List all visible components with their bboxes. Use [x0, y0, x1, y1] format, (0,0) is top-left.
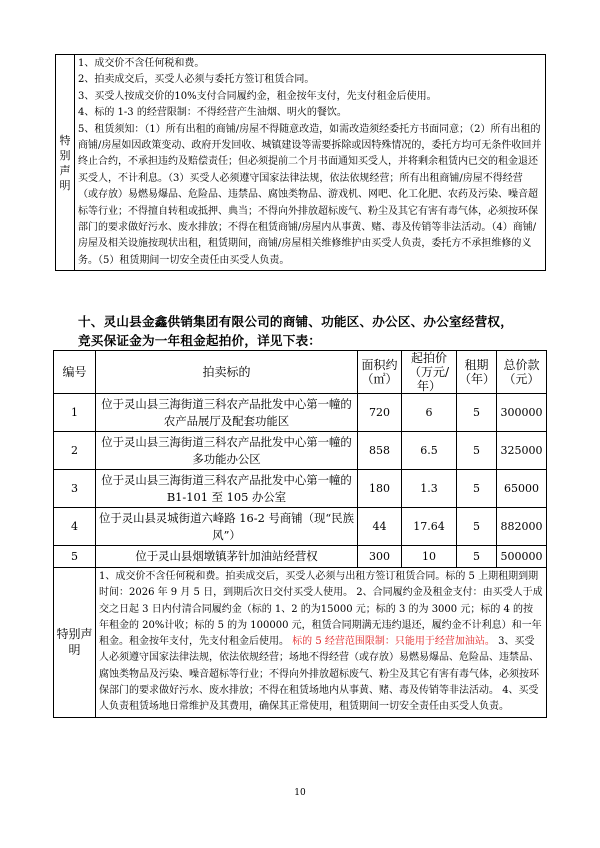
- declaration-item: 2、拍卖成交后，买受人必须与委托方签订租赁合同。: [78, 74, 315, 86]
- cell-id: 1: [54, 394, 96, 432]
- cell-total: 500000: [497, 546, 547, 568]
- table-row: [54, 546, 547, 568]
- header-area: 面积约（㎡）: [358, 351, 402, 394]
- declaration-item: 5、租赁须知：（1）所有出租的商铺/房屋不得随意改造，如需改造须经委托方书面同意；（2）所有出租的商铺/房屋如因政策变动、政府开发回收、城镇建设等需要拆除或因特殊情况的，委托方均可无条件收回并终止合约，不承担违约及赔偿责任；但必须提前二个月书面通知买受人，并将剩余租赁内已交的租金退还买受人，不计利息。（3）买受人必须遵守国家法律法规，依法依规经营；所有出租商铺/房屋不得经营（或存放）易燃易爆品、危险品、违禁品、腐蚀类物品、游戏机、网吧、化工化肥、农药及污染、噪音超标等行业；不得擅自转租或抵押、典当；不得向外排放超标废气、粉尘及其它有害有毒气体，必须按环保部门的要求做好污水、废水排放；不得在租赁商铺/房屋内从事黄、赌、毒及传销等非法活动。（4）商铺/房屋及相关设施按现状出租，租赁期间，商铺/房屋相关维修维护由买受人负责，委托方不承担维修的义务。（5）租赁期间一切安全责任由买受人负责。: [78, 123, 542, 266]
- cell-start-price: 1.3: [402, 470, 457, 508]
- cell-area: 300: [358, 546, 402, 568]
- declaration-item: 4、标的 1-3 的经营限制：不得经营产生油烟、明火的餐饮。: [78, 107, 347, 119]
- cell-subject: 位于灵山县三海街道三科农产品批发中心第一幢的 B1-101 至 105 办公室: [96, 470, 358, 508]
- auction-table: [53, 350, 547, 718]
- cell-id: 3: [54, 470, 96, 508]
- cell-term: 5: [457, 546, 497, 568]
- special-declaration-table: [55, 54, 546, 271]
- cell-subject: 位于灵山县三海街道三科农产品批发中心第一幢的多功能办公区: [96, 432, 358, 470]
- table-header-row: [54, 351, 547, 394]
- page-number: 10: [294, 788, 306, 798]
- note-item-highlight: 标的 5 经营范围限制：只能用于经营加油站。: [292, 636, 495, 648]
- declaration-item: 3、买受人按成交价的10%支付合同履约金，租金按年支付，先支付租金后使用。: [78, 90, 437, 102]
- notes-label: 特别声明: [54, 568, 96, 718]
- cell-subject: 位于灵山县三海街道三科农产品批发中心第一幢的农产品展厅及配套功能区: [96, 394, 358, 432]
- cell-start-price: 10: [402, 546, 457, 568]
- declaration-item: 1、成交价不含任何税和费。: [78, 58, 205, 69]
- table-row: [54, 508, 547, 546]
- cell-id: 2: [54, 432, 96, 470]
- notes-content: [96, 568, 547, 718]
- cell-area: 858: [358, 432, 402, 470]
- header-id: 编号: [54, 351, 96, 394]
- declaration-content: [75, 55, 546, 271]
- cell-term: 5: [457, 508, 497, 546]
- table-row: [54, 432, 547, 470]
- note-item: 4、买受人负责租赁场地日常维护及其费用，确保其正常使用，租赁期间一切安全责任由买受人负责。: [99, 685, 539, 713]
- header-term: 租期（年）: [457, 351, 497, 394]
- cell-term: 5: [457, 470, 497, 508]
- cell-area: 44: [358, 508, 402, 546]
- cell-term: 5: [457, 432, 497, 470]
- cell-area: 720: [358, 394, 402, 432]
- table-row: [54, 394, 547, 432]
- cell-area: 180: [358, 470, 402, 508]
- section-heading-line1: 十、灵山县金鑫供销集团有限公司的商铺、功能区、办公区、办公室经营权，: [78, 314, 513, 329]
- header-total: 总价款（元）: [497, 351, 547, 394]
- table-row: [54, 470, 547, 508]
- declaration-label: 特别声明: [56, 55, 75, 271]
- cell-id: 4: [54, 508, 96, 546]
- note-item: 3、买受人必须遵守国家法律法规，依法依规经营；场地不得经营（或存放）易燃易爆品、危险品、违禁品、腐蚀类物品及污染、噪音超标等行业；不得向外排放超标废气、粉尘及其它有害有毒气体，必须按环保部门的要求做好污水、废水排放；不得在租赁场地内从事黄、赌、毒及传销等非法活动。: [99, 636, 539, 697]
- cell-term: 5: [457, 394, 497, 432]
- table-notes-row: [54, 568, 547, 718]
- cell-total: 65000: [497, 470, 547, 508]
- cell-start-price: 17.64: [402, 508, 457, 546]
- note-item: 1、成交价不含任何税和费。拍卖成交后，买受人必须与出租方签订租赁合同。标的 5 上期租期到期时间：2026 年 9 月 5 日，到期后次日交付买受人使用。: [99, 571, 539, 599]
- section-heading-line2: 竞买保证金为一年租金起拍价，详见下表：: [78, 333, 322, 348]
- header-start-price: 起拍价（万元/年）: [402, 351, 457, 394]
- cell-start-price: 6.5: [402, 432, 457, 470]
- cell-id: 5: [54, 546, 96, 568]
- cell-total: 325000: [497, 432, 547, 470]
- cell-start-price: 6: [402, 394, 457, 432]
- cell-total: 300000: [497, 394, 547, 432]
- cell-subject: 位于灵山县灵城街道六峰路 16-2 号商铺（现“民族风”）: [96, 508, 358, 546]
- header-subject: 拍卖标的: [96, 351, 358, 394]
- note-item: 2、合同履约金及租金支付：由买受人于成交之日起 3 日内付清合同履约金（标的 1、2 的为15000 元；标的 3 的为 3000 元；标的 4 的按年租金的 20%计收；标的 5 的为 100000 元，租赁合同期满无违约退还，履约金不计利息）和一年租金。租金按年支付，先支付租金后使用。: [99, 587, 543, 648]
- cell-total: 882000: [497, 508, 547, 546]
- cell-subject: 位于灵山县烟墩镇茅针加油站经营权: [96, 546, 358, 568]
